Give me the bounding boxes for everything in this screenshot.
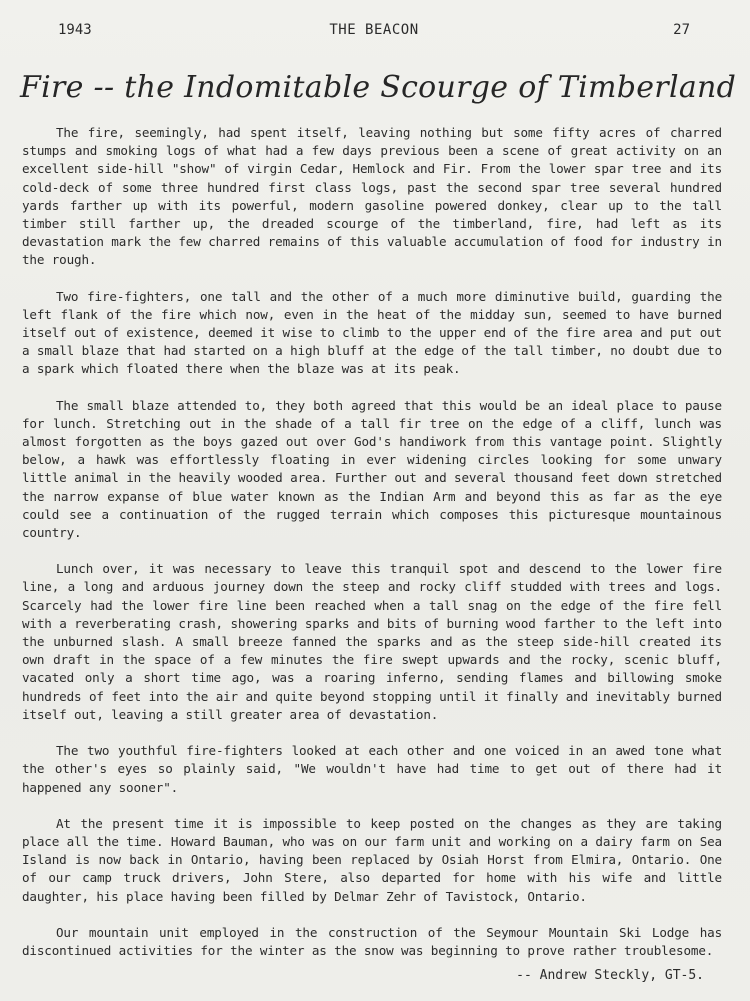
paragraph-3: The small blaze attended to, they both agreed that this would be an ideal place to pause for lunch. Stretching out in the shade of a tall fir tree on the edge of a cliff, lunch was almost forgotten as the boys gazed out over God's handiwork from this vantage point. Slightly below, a hawk was effortlessly floating in ever widening circles looking for some unwary little animal in the heavily wooded area. Further out and several thousand feet down stretched the narrow expanse of blue water known as the Indian Arm and beyond this as far as the eye could see a continuation of the rugged terrain which composes this picturesque mountainous country. [22, 397, 722, 541]
author-signature: -- Andrew Steckly, GT-5. [516, 968, 704, 983]
header-year: 1943 [58, 22, 92, 38]
publication-title: THE BEACON [329, 22, 419, 38]
paragraph-4: Lunch over, it was necessary to leave this tranquil spot and descend to the lower fire line, a long and arduous journey down the steep and rocky cliff studded with trees and logs. Scarcely had the lower fire line been reached when a tall snag on the edge of the fire fell with a reverberating crash, showering sparks and bits of burning wood farther to the left into the unburned slash. A small breeze fanned the sparks and as the steep side-hill created its own draft in the space of a few minutes the fire swept upwards and the rocky, scenic bluff, vacated only a short time ago, was a roaring inferno, sending flames and billowing smoke hundreds of feet into the air and quite beyond stopping until it finally and inevitably burned itself out, leaving a still greater area of devastation. [22, 561, 722, 722]
paragraph-6: At the present time it is impossible to keep posted on the changes as they are taking place all the time. Howard Bauman, who was on our farm unit and working on a dairy farm on Sea Island is now back in Ontario, having been replaced by Osiah Horst from Elmira, Ontario. One of our camp truck drivers, John Stere, also departed for home with his wife and little daughter, his place having been filled by Delmar Zehr of Tavistock, Ontario. [22, 815, 722, 904]
article-body [22, 124, 722, 978]
article-headline: Fire -- the Indomitable Scourge of Timberland [20, 70, 737, 105]
paragraph-1: The fire, seemingly, had spent itself, leaving nothing but some fifty acres of charred stumps and smoking logs of what had a few days previous been a scene of great activity on an excellent side-hill "show" of virgin Cedar, Hemlock and Fir. From the lower spar tree and its cold-deck of some three hundred first class logs, past the second spar tree several hundred yards farther up with its powerful, modern gasoline powered donkey, clear up to the tall timber still farther up, the dreaded scourge of the timberland, fire, had left as its devastation mark the few charred remains of this valuable accumulation of food for industry in the rough. [22, 125, 722, 268]
paragraph-2: Two fire-fighters, one tall and the other of a much more diminutive build, guarding the left flank of the fire which now, even in the heat of the midday sun, seemed to have burned itself out of existence, deemed it wise to climb to the upper end of the fire area and put out a small blaze that had started on a high bluff at the edge of the tall timber, no doubt due to a spark which floated there when the blaze was at its peak. [22, 288, 722, 377]
paragraph-7: Our mountain unit employed in the construction of the Seymour Mountain Ski Lodge has discontinued activities for the winter as the snow was beginning to prove rather troublesome. [22, 924, 722, 958]
page-number: 27 [673, 22, 690, 38]
page-header [58, 22, 690, 42]
paragraph-5: The two youthful fire-fighters looked at each other and one voiced in an awed tone what the other's eyes so plainly said, "We wouldn't have had time to get out of there had it happened any sooner". [22, 743, 722, 795]
